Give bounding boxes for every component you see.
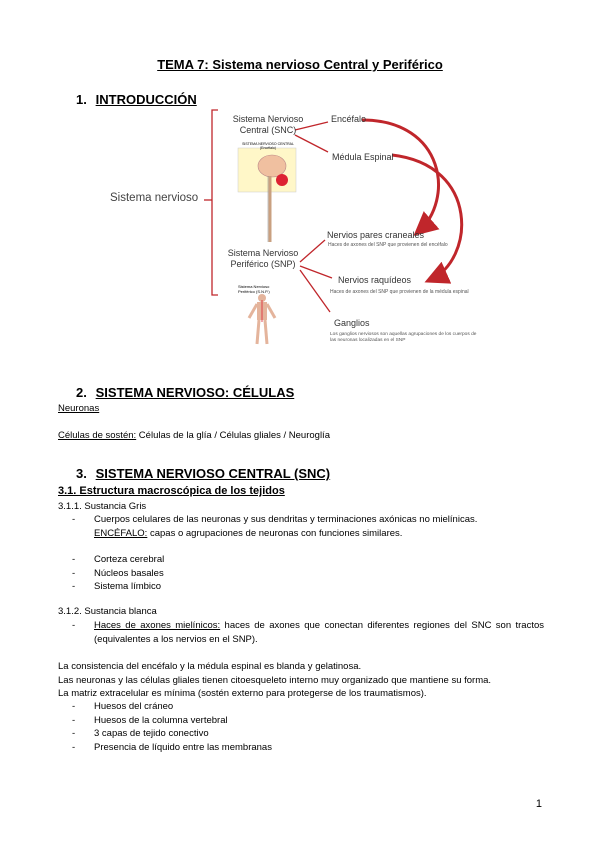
gris-item xyxy=(58,513,548,540)
paragraph-matriz: La matriz extracelular es mínima (sostén externo para protegerse de los traumatismos). xyxy=(58,688,427,699)
list-item: - Presencia de líquido entre las membranas xyxy=(58,741,548,755)
sustancia-blanca-block xyxy=(58,619,544,646)
encefalo-text: capas o agrupaciones de neuronas con funciones similares. xyxy=(147,527,403,539)
branch-medula xyxy=(295,135,328,152)
section-2-title: SISTEMA NERVIOSO: CÉLULAS xyxy=(95,385,295,400)
nervous-system-diagram xyxy=(100,100,530,350)
nervios-pares-desc: Haces de axones del SNP que provienen del encéfalo xyxy=(328,242,448,248)
gris-item-text: Cuerpos celulares de las neuronas y sus dendritas y terminaciones axónicas no mielínicas. xyxy=(94,514,478,525)
section-3-heading xyxy=(76,466,330,481)
snc-label-line2: Central (SNC) xyxy=(239,125,297,135)
nervios-raquideos-desc: Haces de axones del SNP que provienen de la médula espinal xyxy=(330,289,469,295)
section-3-number: 3. xyxy=(76,466,87,481)
sosten-text: Células de la glía / Células gliales / Neuroglía xyxy=(136,430,330,441)
paragraph-citoesqueleto: Las neuronas y las células gliales tienen citoesqueleto interno muy organizado que mantiene su forma. xyxy=(58,674,492,686)
page-number: 1 xyxy=(535,798,542,810)
section-2-heading xyxy=(76,385,294,400)
page-title: TEMA 7: Sistema nervioso Central y Periférico xyxy=(157,57,443,72)
list-item: - Núcleos basales xyxy=(58,567,548,581)
sustancia-gris-block xyxy=(58,513,548,540)
arrow-medula-raquideos xyxy=(392,155,462,280)
diagram-root-label: Sistema nervioso xyxy=(110,192,199,204)
encefalo-list xyxy=(58,553,548,594)
ganglios-desc-line2: las neuronas localizadas en el SNP xyxy=(330,338,406,343)
pns-caption-line2: Periférico (S.N.P.) xyxy=(238,289,270,294)
section-1-number: 1. xyxy=(76,92,87,107)
nervios-pares-label: Nervios pares craneales xyxy=(327,230,425,240)
ganglios-label: Ganglios xyxy=(334,318,370,328)
paragraph-consistencia: La consistencia del encéfalo y la médula espinal es blanda y gelatinosa. xyxy=(58,661,362,672)
main-bracket xyxy=(212,110,218,295)
nervios-raquideos-label: Nervios raquídeos xyxy=(338,275,412,285)
subsection-3-1-1: 3.1.1. Sustancia Gris xyxy=(58,501,147,512)
neuronas-label: Neuronas xyxy=(58,403,100,414)
list-item: - Huesos de la columna vertebral xyxy=(58,714,548,728)
subsection-3-1: 3.1. Estructura macroscópica de los tejidos xyxy=(58,485,285,497)
snp-label-line2: Periférico (SNP) xyxy=(230,259,296,269)
blanca-text: haces de axones que conectan diferentes regiones del SNC son tractos (equivalentes a los nervios en el SNP). xyxy=(94,620,545,645)
sosten-line xyxy=(58,430,330,441)
cns-figure-caption: SISTEMA NERVIOSO CENTRAL (Encéfalo) xyxy=(242,142,294,150)
list-item: - Corteza cerebral xyxy=(58,553,548,567)
snc-label-line1: Sistema Nervioso xyxy=(232,114,304,124)
encefalo-label: Encéfalo xyxy=(331,114,367,124)
encefalo-label-inline: ENCÉFALO: xyxy=(94,527,148,539)
section-1-title: INTRODUCCIÓN xyxy=(95,92,197,107)
diagram-svg xyxy=(100,100,530,350)
section-2-number: 2. xyxy=(76,385,87,400)
ganglios-desc xyxy=(330,332,476,344)
arrow-encefalo-pares xyxy=(362,120,438,232)
list-item: - Sistema límbico xyxy=(58,580,548,594)
snc-paragraphs xyxy=(58,660,558,701)
list-item: - 3 capas de tejido conectivo xyxy=(58,727,548,741)
sosten-label: Células de sostén: xyxy=(58,430,137,441)
blanca-item xyxy=(58,619,544,646)
list-item: - Huesos del cráneo xyxy=(58,700,548,714)
soporte-list xyxy=(58,700,548,754)
cns-figure xyxy=(238,148,296,242)
snc-label xyxy=(228,114,308,136)
snp-label-line1: Sistema Nervioso xyxy=(227,248,299,258)
ganglios-desc-line1: Los ganglios nerviosos son aquellas agrupaciones de los cuerpos de xyxy=(330,332,477,337)
section-3-title: SISTEMA NERVIOSO CENTRAL (SNC) xyxy=(95,466,331,481)
subsection-3-1-2: 3.1.2. Sustancia blanca xyxy=(58,606,157,617)
medula-label: Médula Espinal xyxy=(332,152,394,162)
branch-pares xyxy=(300,240,325,262)
pns-figure xyxy=(249,294,275,344)
pns-caption-line1: Sistema Nervioso xyxy=(238,284,270,289)
blanca-label: Haces de axones mielínicos: xyxy=(94,620,221,631)
snp-label xyxy=(224,248,302,270)
pns-figure-caption xyxy=(238,284,288,294)
branch-ganglios xyxy=(300,270,330,312)
